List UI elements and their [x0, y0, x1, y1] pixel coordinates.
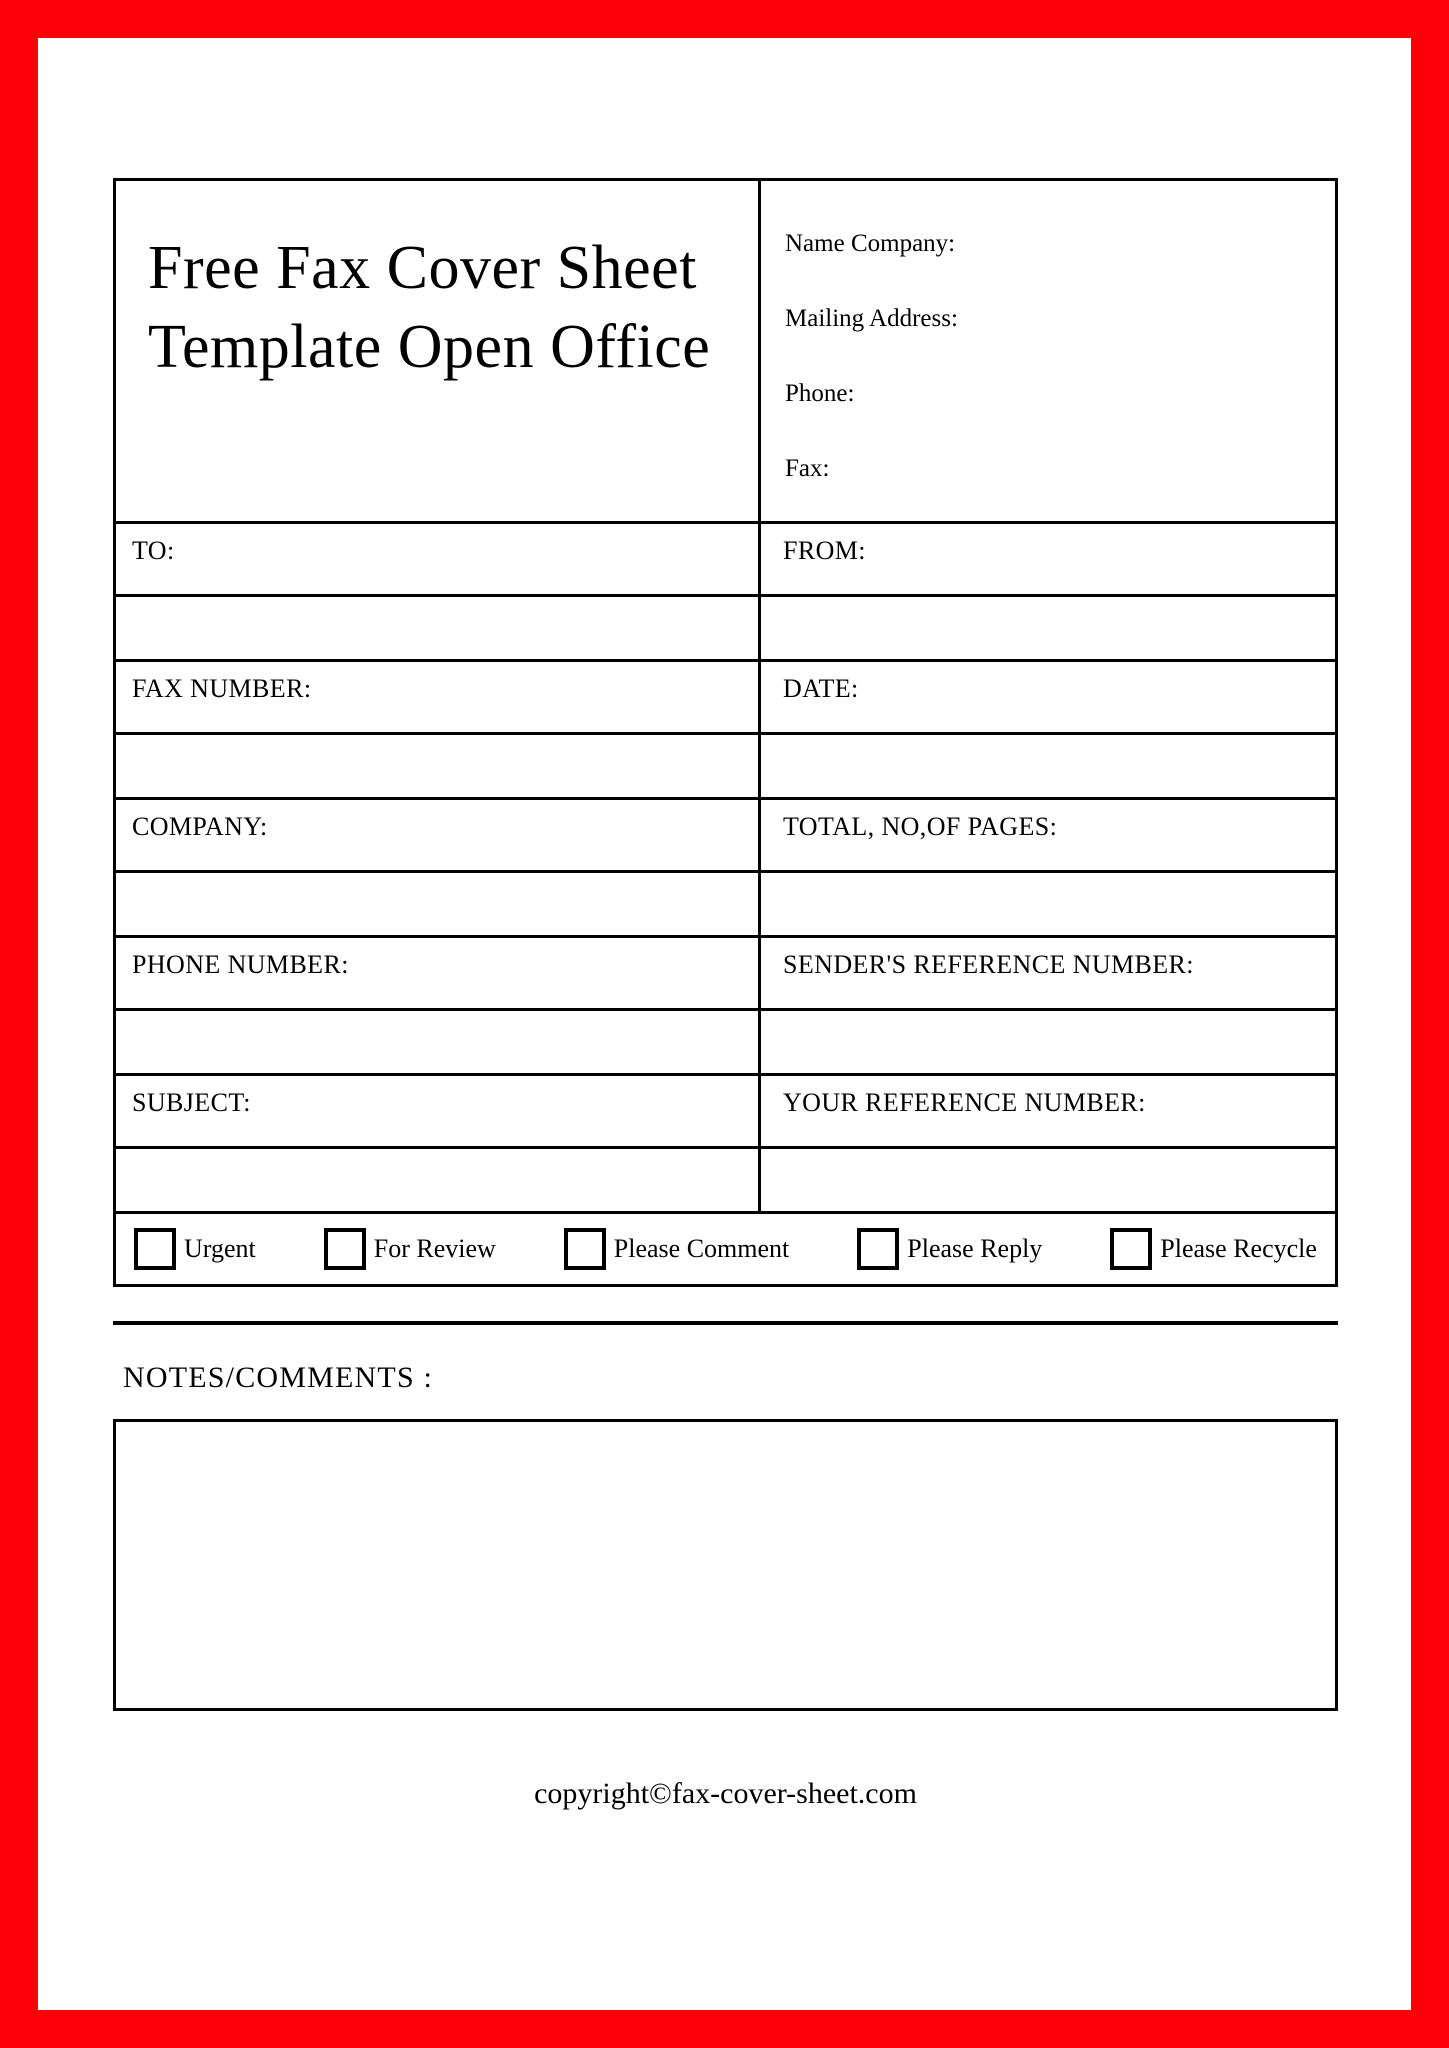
label-row-phone-sender-ref [115, 937, 1337, 1010]
notes-section-title: NOTES/COMMENTS : [123, 1361, 434, 1394]
field-fax: Fax: [785, 455, 830, 482]
label-subject: SUBJECT: [115, 1075, 760, 1148]
label-total-pages: TOTAL, NO,OF PAGES: [760, 799, 1337, 872]
fax-cover-sheet [113, 178, 1338, 1811]
checkbox-row-cell [115, 1213, 1337, 1286]
page-title: Free Fax Cover Sheet Template Open Office [148, 234, 711, 382]
value-row-company-pages [115, 872, 1337, 937]
input-to[interactable] [115, 596, 760, 661]
field-name-company: Name Company: [785, 230, 956, 257]
checkbox-label-please-comment: Please Comment [613, 1234, 790, 1263]
label-from: FROM: [760, 523, 1337, 596]
value-row-to-from [115, 596, 1337, 661]
checkbox-label-please-reply: Please Reply [907, 1234, 1043, 1263]
value-row-phone-sender-ref [115, 1010, 1337, 1075]
input-your-reference-number[interactable] [760, 1148, 1337, 1213]
input-from[interactable] [760, 596, 1337, 661]
document-page [38, 38, 1411, 2010]
label-phone-number: PHONE NUMBER: [115, 937, 760, 1010]
input-fax-number[interactable] [115, 734, 760, 799]
checkbox-item-please-reply[interactable] [857, 1228, 1042, 1270]
checkbox-item-for-review[interactable] [324, 1228, 496, 1270]
input-date[interactable] [760, 734, 1337, 799]
label-date: DATE: [760, 661, 1337, 734]
label-your-reference-number: YOUR REFERENCE NUMBER: [760, 1075, 1337, 1148]
label-row-company-pages [115, 799, 1337, 872]
header-row [115, 180, 1337, 523]
label-row-subject-your-ref [115, 1075, 1337, 1148]
input-phone-number[interactable] [115, 1010, 760, 1075]
notes-input[interactable] [113, 1419, 1338, 1711]
checkbox-item-urgent[interactable] [134, 1228, 256, 1270]
input-total-pages[interactable] [760, 872, 1337, 937]
label-to: TO: [115, 523, 760, 596]
checkbox-urgent-icon[interactable] [134, 1228, 176, 1270]
checkbox-item-please-comment[interactable] [564, 1228, 789, 1270]
title-cell [115, 180, 760, 523]
checkbox-label-urgent: Urgent [184, 1234, 256, 1263]
checkbox-row [115, 1213, 1337, 1286]
fax-form-table [113, 178, 1338, 1287]
label-senders-reference-number: SENDER'S REFERENCE NUMBER: [760, 937, 1337, 1010]
label-row-fax-date [115, 661, 1337, 734]
value-row-subject-your-ref [115, 1148, 1337, 1213]
input-company[interactable] [115, 872, 760, 937]
checkbox-please-recycle-icon[interactable] [1110, 1228, 1152, 1270]
checkbox-item-please-recycle[interactable] [1110, 1228, 1317, 1270]
checkbox-for-review-icon[interactable] [324, 1228, 366, 1270]
value-row-fax-date [115, 734, 1337, 799]
checkbox-label-please-recycle: Please Recycle [1160, 1234, 1317, 1263]
label-fax-number: FAX NUMBER: [115, 661, 760, 734]
field-phone: Phone: [785, 380, 855, 407]
checkbox-please-reply-icon[interactable] [857, 1228, 899, 1270]
input-subject[interactable] [115, 1148, 760, 1213]
checkbox-please-comment-icon[interactable] [564, 1228, 606, 1270]
label-row-to-from [115, 523, 1337, 596]
sender-contact-cell [760, 180, 1337, 523]
copyright-text: copyright©fax-cover-sheet.com [534, 1777, 917, 1810]
label-company: COMPANY: [115, 799, 760, 872]
field-mailing-address: Mailing Address: [785, 305, 958, 332]
section-divider [113, 1321, 1338, 1325]
input-senders-reference-number[interactable] [760, 1010, 1337, 1075]
checkbox-label-for-review: For Review [373, 1234, 496, 1263]
